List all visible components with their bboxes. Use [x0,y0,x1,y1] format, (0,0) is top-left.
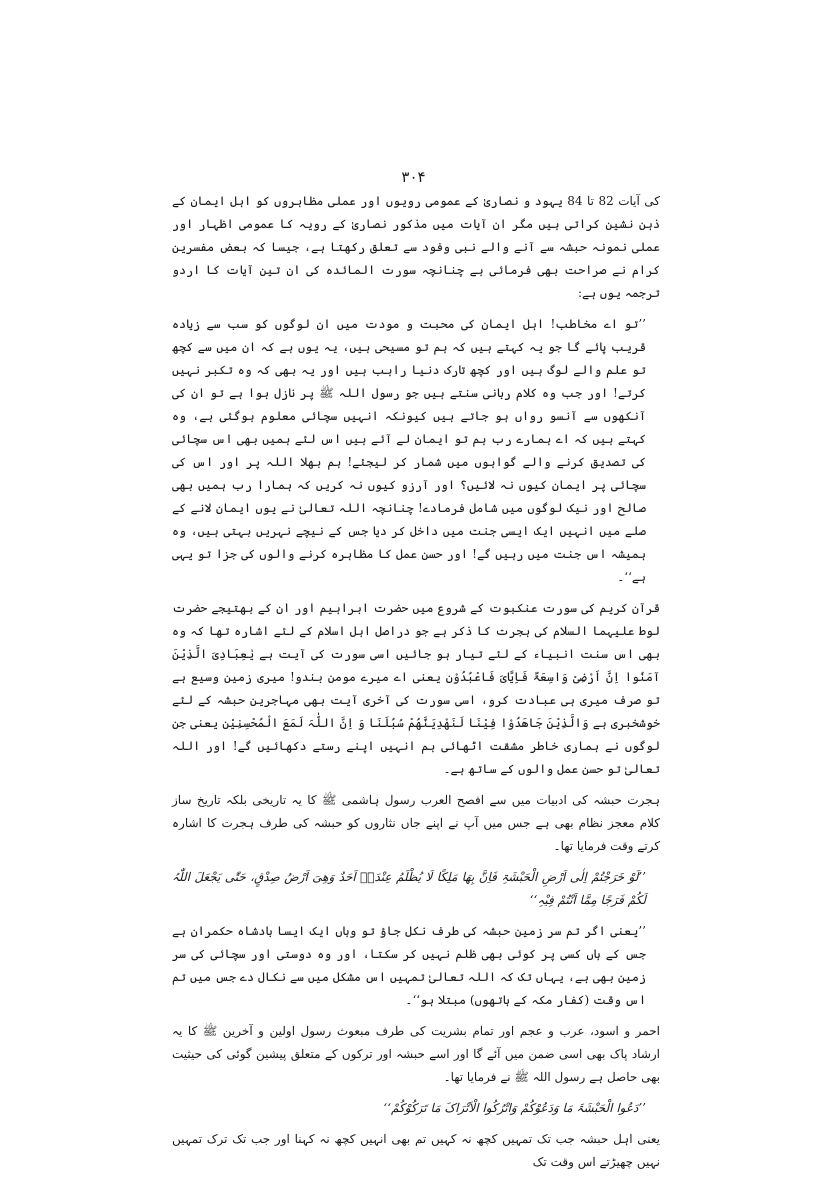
page-body [172,190,660,1182]
closing-paragraph: یعنی اہل حبشہ جب تک تمہیں کچھ نہ کہیں تم بھی انہیں کچھ نہ کہنا اور جب تک ترک تمہیں نہیں چھیڑتے اس وقت تک [172,1132,660,1169]
hijrat-paragraph: ہجرت حبشہ کی ادبیات میں سے افصح العرب رسول ہاشمی ﷺ کا یہ تاریخی بلکہ تاریخ ساز کلام معجز نظام بھی ہے جس میں آپ نے اپنے جاں نثاروں کو حبشہ کی طرف ہجرت کا اشارہ کرتے وقت فرمایا تھا۔ [172,793,660,853]
hadith-translation-quote: ’’یعنی اگر تم سر زمین حبشہ کی طرف نکل جاؤ تو وہاں ایک ایسا بادشاہ حکمران ہے جس کے ہاں کسی پر کوئی بھی ظلم نہیں کر سکتا، اور وہ دوستی اور سچائی کی سر زمین بھی ہے، یہاں تک کہ اللہ تعالیٰ تمہیں اس مشکل میں سے نکال دے جس میں تم اس وقت (کفار مکہ کے ہاتھوں) مبتلا ہو‘‘۔ [172,924,646,1007]
translation-quote: ’’تو اے مخاطب! اہل ایمان کی محبت و مودت میں ان لوگوں کو سب سے زیادہ قریب پائے گا جو یہ کہتے ہیں کہ ہم تو مسیحی ہیں، یہ یوں ہے کہ ان میں سے کچھ تو علم والے لوگ ہیں اور کچھ تارک دنیا راہب ہیں اور یہ بھی کہ وہ تکبر نہیں کرتے! اور جب وہ کلام ربانی سنتے ہیں جو رسول اللہ ﷺ پر نازل ہوا ہے تو ان کی آنکھوں سے آنسو رواں ہو جاتے ہیں کیونکہ انہیں سچائی معلوم ہوگئی ہے، وہ کہتے ہیں کہ اے ہمارے رب ہم تو ایمان لے آئے ہیں اس لئے ہمیں بھی اس سچائی کی تصدیق کرنے والے گواہوں میں شمار کر لیجئے! ہم بھلا اللہ پر اور اس کی سچائی پر ایمان کیوں نہ لائیں؟ اور آرزو کیوں نہ کریں کہ ہمارا رب ہمیں بھی صالح اور نیک لوگوں میں شامل فرمادے! چنانچہ اللہ تعالیٰ نے یوں ایمان لانے کے صلے میں انہیں ایک ایسی جنت میں داخل کر دیا جس کے نیچے نہریں بہتی ہیں، وہ ہمیشہ اس جنت میں رہیں گے! اور حسن عمل کا مظاہرہ کرنے والوں کی جزا تو یہی ہے‘‘۔ [172,317,646,584]
arabic-hadith-quote-2: ’’دَعُوا الْحَبْشَۃَ مَا وَدَعُوْکُمْ وَاتْرُکُوا الْاَتْرَاکَ مَا تَرَکُوْکُمْ‘‘ [383,1101,646,1115]
prophecy-paragraph: احمر و اسود، عرب و عجم اور تمام بشریت کی طرف مبعوث رسول اولین و آخرین ﷺ کا یہ ارشاد پاک بھی اسی ضمن میں آئے گا اور اسے حبشہ اور ترکوں کے متعلق پیشین گوئی کی حیثیت بھی حاصل ہے رسول اللہ ﷺ نے فرمایا تھا۔ [172,1024,660,1084]
page-number: ۳۰۴ [401,168,426,186]
arabic-hadith-quote: ’’لَوْ خَرَجْتُمْ اِلٰی اَرْضِ الْحَبْشَۃِ فَاِنَّ بِھَا مَلِکًا لَا یُظْلَمُ عِنْدَہٗ اَحَدٌ وَھِیَ اَرْضُ صِدْقٍ، حَتّٰی یَجْعَلَ اللّٰہُ لَکُمْ فَرَجًا مِمَّا اَنْتُمْ فِیْہِ‘‘ [172,870,647,907]
ankabut-paragraph: قرآن کریم کی سورت عنکبوت کے شروع میں حضرت ابراہیم اور ان کے بھتیجے حضرت لوط علیہما السلام کی ہجرت کا ذکر ہے جو دراصل اہل اسلام کے لئے اشارہ تھا کہ وہ بھی اس سنت انبیاء کے لئے تیار ہو جائیں اسی سورت کی آیت ہے یٰعِبَادِیَ الَّذِیْنَ آمَنُوا اِنَّ اَرْضِیْ وَاسِعَۃٌ فَاِیَّایَ فَاعْبُدُوْن یعنی اے میرے مومن بندو! میری زمین وسیع ہے تو صرف میری ہی عبادت کرو، اسی سورت کی آخری آیت بھی مہاجرین حبشہ کے لئے خوشخبری ہے وَالَّذِیْنَ جَاھَدُوْا فِیْنَا لَنَھْدِیَنَّھُمْ سُبُلَنَا وَ اِنَّ اللّٰہَ لَمَعَ الْمُحْسِنِیْن یعنی جن لوگوں نے ہماری خاطر مشقت اٹھائی ہم انہیں اپنے رستے دکھائیں گے! اور اللہ تعالیٰ تو حسن عمل والوں کے ساتھ ہے۔ [172,601,660,776]
intro-paragraph: کی آیات 82 تا 84 یہود و نصاریٰ کے عمومی رویوں اور عملی مظاہروں کو اہل ایمان کے ذہن نشین کراتی ہیں مگر ان آیات میں مذکور نصاریٰ کے رویہ کا عمومی اظہار اور عملی نمونہ حبشہ سے آنے والے نبی وفود سے تعلق رکھتا ہے، جیسا کہ بعض مفسرین کرام نے صراحت بھی فرمائی ہے چنانچہ سورت المائدہ کی ان تین آیات کا اردو ترجمہ یوں ہے: [172,194,660,300]
